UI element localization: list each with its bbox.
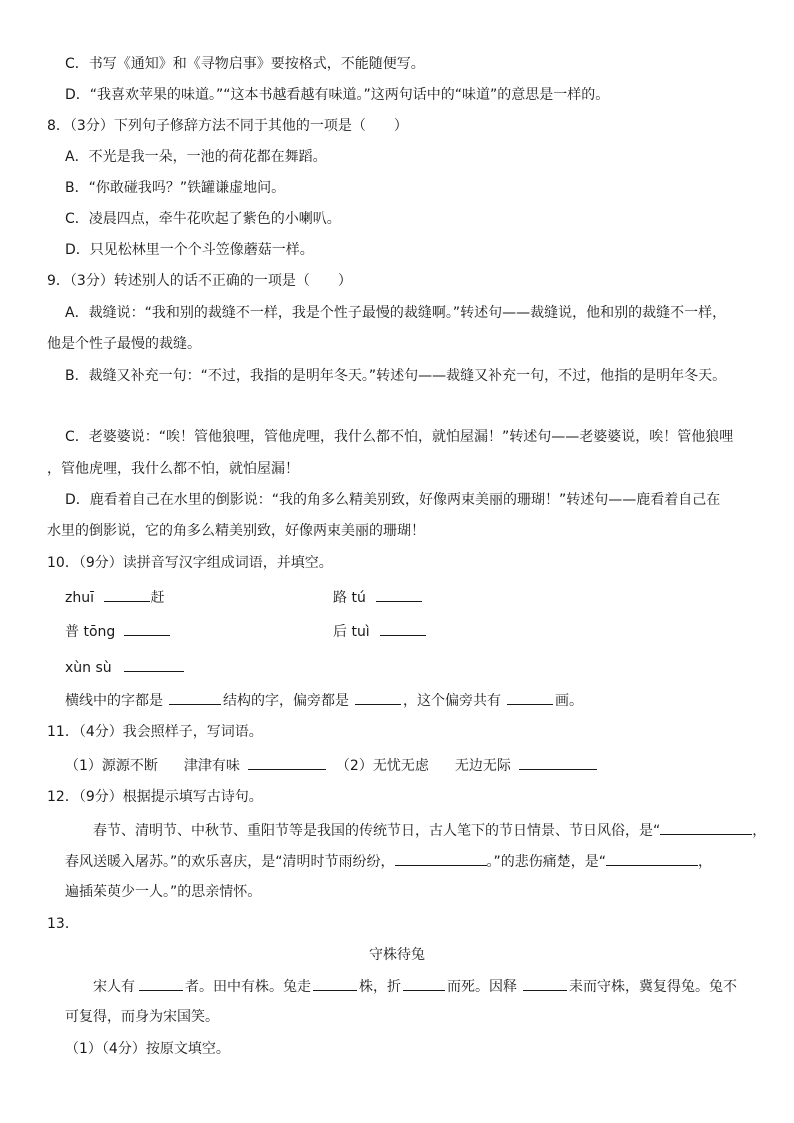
q9-option-d-line2: 水里的倒影说，它的角多么精美别致，好像两束美丽的珊瑚！ (47, 523, 425, 539)
q10-prefix-tui: 后 tuì (333, 624, 370, 640)
q8-option-d: D．只见松林里一个个斗笠像蘑菇一样。 (65, 242, 314, 258)
q8-stem: 8．（3分）下列句子修辞方法不同于其他的一项是（ ） (47, 118, 408, 134)
q10-blank-structure[interactable] (169, 690, 221, 705)
q12-stem: 12．（9分）根据提示填写古诗句。 (47, 789, 263, 805)
q13-number: 13． (47, 916, 79, 932)
q10-item-zhui (65, 587, 164, 608)
q13-subquestion-1: （1）（4分）按原文填空。 (65, 1041, 230, 1057)
q10-prefix-tu: 路 tú (333, 590, 366, 606)
q9-option-a-line1: A．裁缝说：“我和别的裁缝不一样，我是个性子最慢的裁缝啊。”转述句——裁缝说，他和别的裁缝不一样， (65, 305, 727, 321)
q12-para-line3: 遍插茱萸少一人。”的思亲情怀。 (65, 884, 262, 900)
q10-pinyin-xunsu: xùn sù (65, 660, 112, 676)
q10-blank-tu[interactable] (376, 587, 422, 602)
q9-option-c-line1: C．老婆婆说：“唉！管他狼哩，管他虎哩，我什么都不怕，就怕屋漏！”转述句——老婆婆说，唉！管他狼哩 (65, 429, 734, 445)
q10-blank-zhui[interactable] (104, 587, 150, 602)
q10-pinyin-zhui: zhuī (65, 590, 94, 606)
q10-blank-strokes[interactable] (507, 690, 553, 705)
q10-blank-xunsu[interactable] (124, 657, 184, 672)
q10-follow-up: 横线中的字都是 结构的字，偏旁都是 ，这个偏旁共有 画。 (65, 690, 583, 711)
q10-blank-radical[interactable] (355, 690, 401, 705)
q13-blank-1[interactable] (139, 976, 183, 991)
q10-item-xunsu (65, 657, 184, 678)
q12-blank-1[interactable] (660, 820, 752, 835)
q8-option-a: A．不光是我一朵，一池的荷花都在舞蹈。 (65, 149, 327, 165)
q7-option-c: C．书写《通知》和《寻物启事》要按格式，不能随便写。 (65, 56, 425, 72)
q10-char-zhui: 赶 (150, 590, 165, 606)
q10-blank-tong[interactable] (124, 621, 170, 636)
q10-item-tui (333, 621, 426, 642)
q8-option-b: B．“你敢碰我吗？”铁罐谦虚地问。 (65, 180, 286, 196)
q9-option-b: B．裁缝又补充一句：“不过，我指的是明年冬天。”转述句——裁缝又补充一句，不过，他指的是明年冬天。 (65, 368, 727, 384)
q13-blank-2[interactable] (313, 976, 357, 991)
q12-para-line2: 春风送暖入屠苏。”的欢乐喜庆，是“清明时节雨纷纷， 。”的悲伤痛楚，是“ ， (65, 851, 712, 872)
q9-option-c-line2: ，管他虎哩，我什么都不怕，就怕屋漏！ (47, 461, 299, 477)
q10-stem: 10．（9分）读拼音写汉字组成词语，并填空。 (47, 555, 333, 571)
q13-passage-line2: 可复得，而身为宋国笑。 (65, 1009, 219, 1025)
q7-option-d: D．“我喜欢苹果的味道。”“这本书越看越有味道。”这两句话中的“味道”的意思是一样的。 (65, 87, 610, 103)
q8-option-c: C．凌晨四点，牵牛花吹起了紫色的小喇叭。 (65, 211, 341, 227)
q9-option-d-line1: D．鹿看着自己在水里的倒影说：“我的角多么精美别致，好像两束美丽的珊瑚！”转述句——鹿看着自己在 (65, 492, 721, 508)
q12-blank-3[interactable] (606, 851, 698, 866)
q13-blank-4[interactable] (523, 976, 567, 991)
q13-blank-3[interactable] (403, 976, 445, 991)
q10-prefix-tong: 普 tōng (65, 624, 116, 640)
q13-passage-title: 守株待兔 (369, 947, 425, 963)
q12-para-line1: 春节、清明节、中秋节、重阳节等是我国的传统节日，古人笔下的节日情景、节日风俗，是“ ， (93, 820, 766, 841)
q9-option-a-line2: 他是个性子最慢的裁缝。 (47, 336, 201, 352)
q11-items: （1）源源不断 津津有味 （2）无忧无虑 无边无际 (65, 755, 597, 776)
q12-blank-2[interactable] (395, 851, 487, 866)
q11-blank-1[interactable] (248, 755, 326, 770)
q9-stem: 9．（3分）转述别人的话不正确的一项是（ ） (47, 273, 352, 289)
q11-stem: 11．（4分）我会照样子，写词语。 (47, 724, 263, 740)
q13-passage-line1: 宋人有 者。田中有株。兔走 株，折 而死。因释 耒而守株，冀复得兔。兔不 (93, 976, 737, 997)
q10-item-tu (333, 587, 422, 608)
q10-item-tong (65, 621, 170, 642)
q10-blank-tui[interactable] (380, 621, 426, 636)
q11-blank-2[interactable] (519, 755, 597, 770)
